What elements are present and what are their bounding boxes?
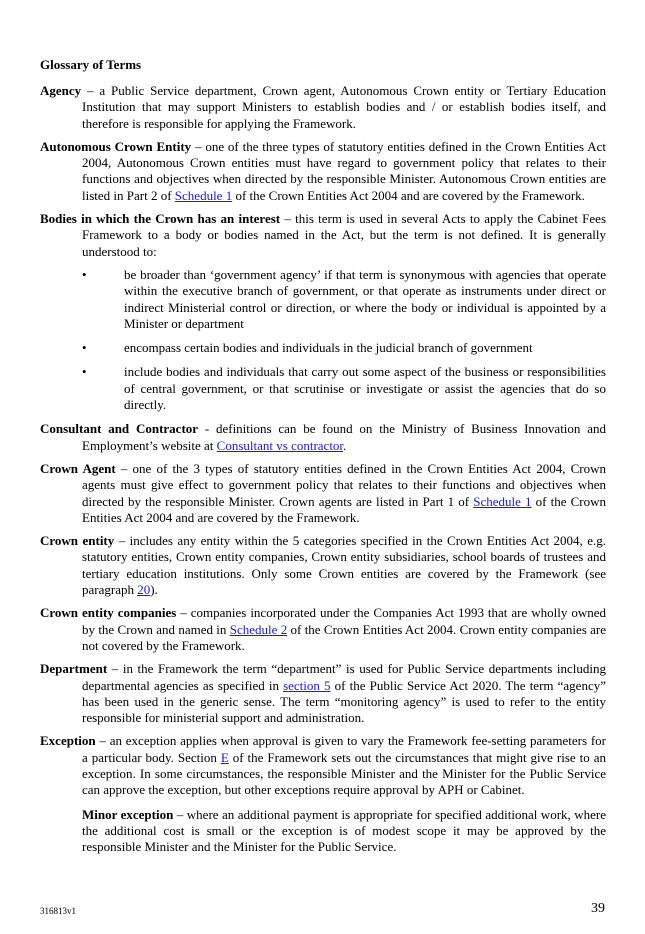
term: Minor exception <box>82 806 174 822</box>
glossary-entry-bodies-crown-interest <box>40 211 606 260</box>
paragraph-20-link[interactable]: 20 <box>137 582 151 598</box>
definition: – in the Framework the term “department” is used for Public Service departments including departmental agencies as specified in <box>82 661 606 693</box>
definition-cont: of the Framework sets out the circumstances that might give rise to an exception. In some circumstances, the responsible Minister and the Minister for the Public Service can approve the exception, but other exceptions require approval by APH or Cabinet. <box>82 749 606 798</box>
glossary-entry-department <box>40 661 606 726</box>
page-title: Glossary of Terms <box>40 57 142 72</box>
glossary-entry-crown-entity <box>40 533 606 598</box>
term: Crown entity companies <box>40 605 177 621</box>
section-5-link[interactable]: section 5 <box>283 677 331 693</box>
definition: – a Public Service department, Crown agent, Autonomous Crown entity or Tertiary Education Institution that may support Ministers to establish bodies and / or establish bodies itself, and therefore is responsible for applying the Framework. <box>81 83 606 131</box>
definition: – companies incorporated under the Companies Act 1993 that are wholly owned by the Crown and named in <box>82 605 606 637</box>
glossary-entry-exception <box>40 733 606 798</box>
bullet-icon: • <box>82 364 87 380</box>
term: Autonomous Crown Entity <box>40 138 192 154</box>
definition: – one of the 3 types of statutory entities defined in the Crown Entities Act 2004, Crown agents must give effect to government policy that relates to their functions and objectives when directed by the responsible Minister. Crown agents are listed in Part 1 of <box>82 460 606 509</box>
definition-cont: ). <box>150 582 158 598</box>
term: Crown Agent <box>40 460 116 476</box>
glossary-entry-crown-agent <box>40 461 606 526</box>
list-item <box>40 267 606 332</box>
page-number: 39 <box>591 901 605 916</box>
definition: - definitions can be found on the Ministry of Business Innovation and Employment’s website at <box>82 421 606 453</box>
section-e-link[interactable]: E <box>220 749 229 765</box>
term: Bodies in which the Crown has an interest <box>40 211 281 227</box>
definition: – one of the three types of statutory entities defined in the Crown Entities Act 2004, Autonomous Crown entities must have regard to government policy that relates to their functions and objectives when directed by the responsible Minister. Autonomous Crown entities are listed in Part 2 of <box>82 138 606 203</box>
glossary-list <box>40 83 606 855</box>
definition-cont: of the Crown Entities Act 2004. Crown entity companies are not covered by the Framework. <box>82 621 607 653</box>
definition-cont: of the Crown Entities Act 2004 and are covered by the Framework. <box>82 493 606 525</box>
glossary-entry-autonomous-crown-entity <box>40 139 606 204</box>
term: Crown entity <box>40 533 115 549</box>
glossary-entry-consultant-contractor <box>40 421 606 454</box>
glossary-entry-crown-entity-companies <box>40 605 606 654</box>
term: Exception <box>40 733 96 749</box>
definition: – includes any entity within the 5 categories specified in the Crown Entities Act 2004, e.g. statutory entities, Crown entity companies, Crown entity subsidiaries, school boards of trustees and tertiary education institutions. Only some Crown entities are covered by the Framework (see paragraph <box>82 533 607 598</box>
schedule-1-link[interactable]: Schedule 1 <box>174 187 233 203</box>
list-item <box>40 340 606 356</box>
term: Agency <box>40 83 82 98</box>
bullet-list <box>40 267 606 413</box>
term: Consultant and Contractor <box>40 421 199 437</box>
definition: – where an additional payment is appropriate for specified additional work, where the additional cost is small or the exception is of modest scope it may be approved by the responsible Minister and the Minister for the Public Service. <box>82 806 607 855</box>
list-item-text: encompass certain bodies and individuals in the judicial branch of government <box>124 340 533 356</box>
definition-cont: of the Public Service Act 2020. The term “agency” has been used in the generic sense. The term “monitoring agency” is used to refer to the entity responsible for ministerial support and administration. <box>82 677 606 726</box>
definition: – an exception applies when approval is given to vary the Framework fee-setting parameters for a particular body. Section <box>82 733 606 765</box>
definition: – this term is used in several Acts to apply the Cabinet Fees Framework to a body or bodies named in the Act, but the term is not defined. It is generally understood to: <box>82 211 607 259</box>
term: Department <box>40 661 108 677</box>
consultant-vs-contractor-link[interactable]: Consultant vs contractor <box>216 437 344 453</box>
bullet-icon: • <box>82 340 87 356</box>
schedule-2-link[interactable]: Schedule 2 <box>229 621 288 637</box>
definition-cont: of the Crown Entities Act 2004 and are covered by the Framework. <box>232 187 585 203</box>
glossary-entry-agency <box>40 83 606 132</box>
definition-cont: . <box>343 437 347 453</box>
list-item-text: be broader than ‘government agency’ if that term is synonymous with agencies that operate within the executive branch of government, or that operate as instruments under direct or indirect Ministerial control or direction, or where the body or individual is appointed by a Minister or department <box>124 266 606 331</box>
document-id: 316813v1 <box>40 906 76 916</box>
list-item-text: include bodies and individuals that carry out some aspect of the business or responsibilities of central government, or that scrutinise or investigate or assist the agencies that do so directly. <box>124 364 606 413</box>
list-item <box>40 364 606 413</box>
schedule-1-link[interactable]: Schedule 1 <box>473 493 532 509</box>
bullet-icon: • <box>82 266 87 282</box>
glossary-subentry-minor-exception <box>82 807 606 856</box>
